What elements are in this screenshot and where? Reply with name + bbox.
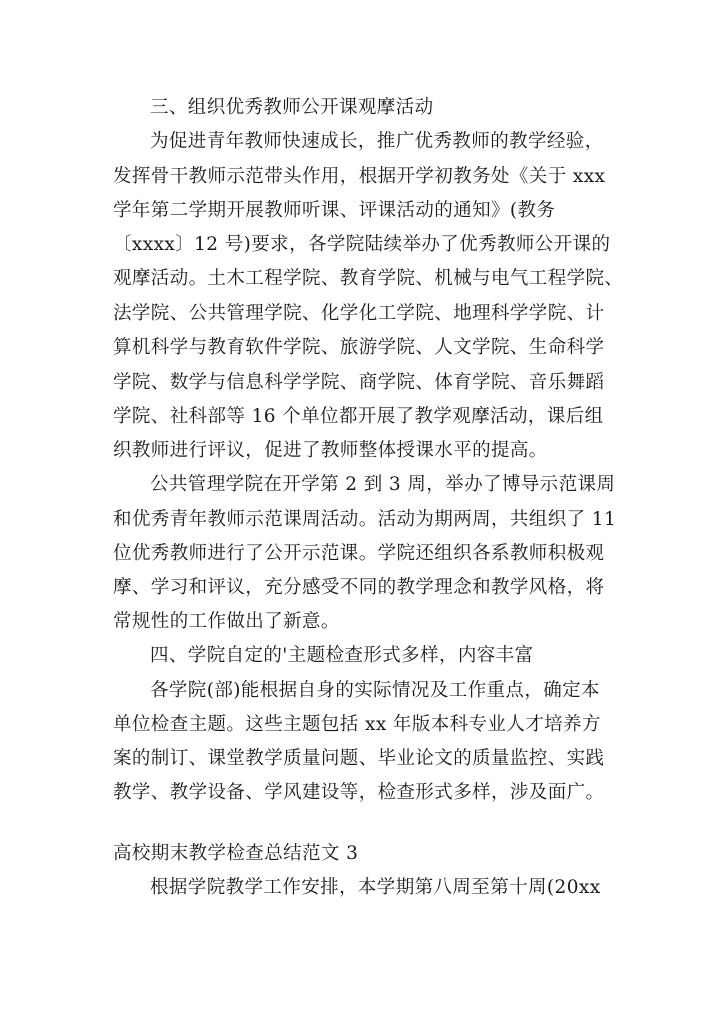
paragraph-line: 单位检查主题。这些主题包括 xx 年版本科专业人才培养方 (113, 714, 601, 735)
paragraph-line: 公共管理学院在开学第 2 到 3 周，举办了博导示范课周 (150, 474, 616, 495)
paragraph-line: 学院、社科部等 16 个单位都开展了教学观摩活动，课后组 (113, 406, 604, 427)
paragraph-line: 发挥骨干教师示范带头作用，根据开学初教务处《关于 xxx (113, 166, 606, 187)
paragraph-line: 案的制订、课堂教学质量问题、毕业论文的质量监控、实践 (113, 748, 605, 769)
paragraph-line: 各学院(部)能根据自身的实际情况及工作重点，确定本 (150, 680, 600, 701)
paragraph-line: 〔xxxx〕12 号)要求，各学院陆续举办了优秀教师公开课的 (113, 234, 611, 255)
paragraph-line: 和优秀青年教师示范课周活动。活动为期两周，共组织了 11 (113, 509, 617, 530)
paragraph-line: 位优秀教师进行了公开示范课。学院还组织各系教师积极观 (113, 543, 605, 564)
paragraph-line: 观摩活动。土木工程学院、教育学院、机械与电气工程学院、 (113, 268, 624, 289)
paragraph-line: 常规性的工作做出了新意。 (113, 611, 340, 632)
heading-section-3: 三、组织优秀教师公开课观摩活动 (150, 97, 434, 118)
paragraph-line: 摩、学习和评议，充分感受不同的教学理念和教学风格，将 (113, 577, 605, 598)
paragraph-line: 教学、教学设备、学风建设等，检查形式多样，涉及面广。 (113, 782, 605, 803)
paragraph-line: 学年第二学期开展教师听课、评课活动的通知》(教务 (113, 200, 556, 221)
section-title: 高校期末教学检查总结范文 3 (113, 843, 359, 864)
paragraph-line: 算机科学与教育软件学院、旅游学院、人文学院、生命科学 (113, 337, 605, 358)
paragraph-line: 织教师进行评议，促进了教师整体授课水平的提高。 (113, 440, 548, 461)
heading-section-4: 四、学院自定的'主题检查形式多样，内容丰富 (150, 645, 534, 666)
paragraph-line: 学院、数学与信息科学学院、商学院、体育学院、音乐舞蹈 (113, 372, 605, 393)
paragraph-line: 根据学院教学工作安排，本学期第八周至第十周(20xx (150, 877, 601, 898)
paragraph-line: 法学院、公共管理学院、化学化工学院、地理科学学院、计 (113, 303, 605, 324)
paragraph-line: 为促进青年教师快速成长，推广优秀教师的教学经验， (150, 131, 604, 152)
